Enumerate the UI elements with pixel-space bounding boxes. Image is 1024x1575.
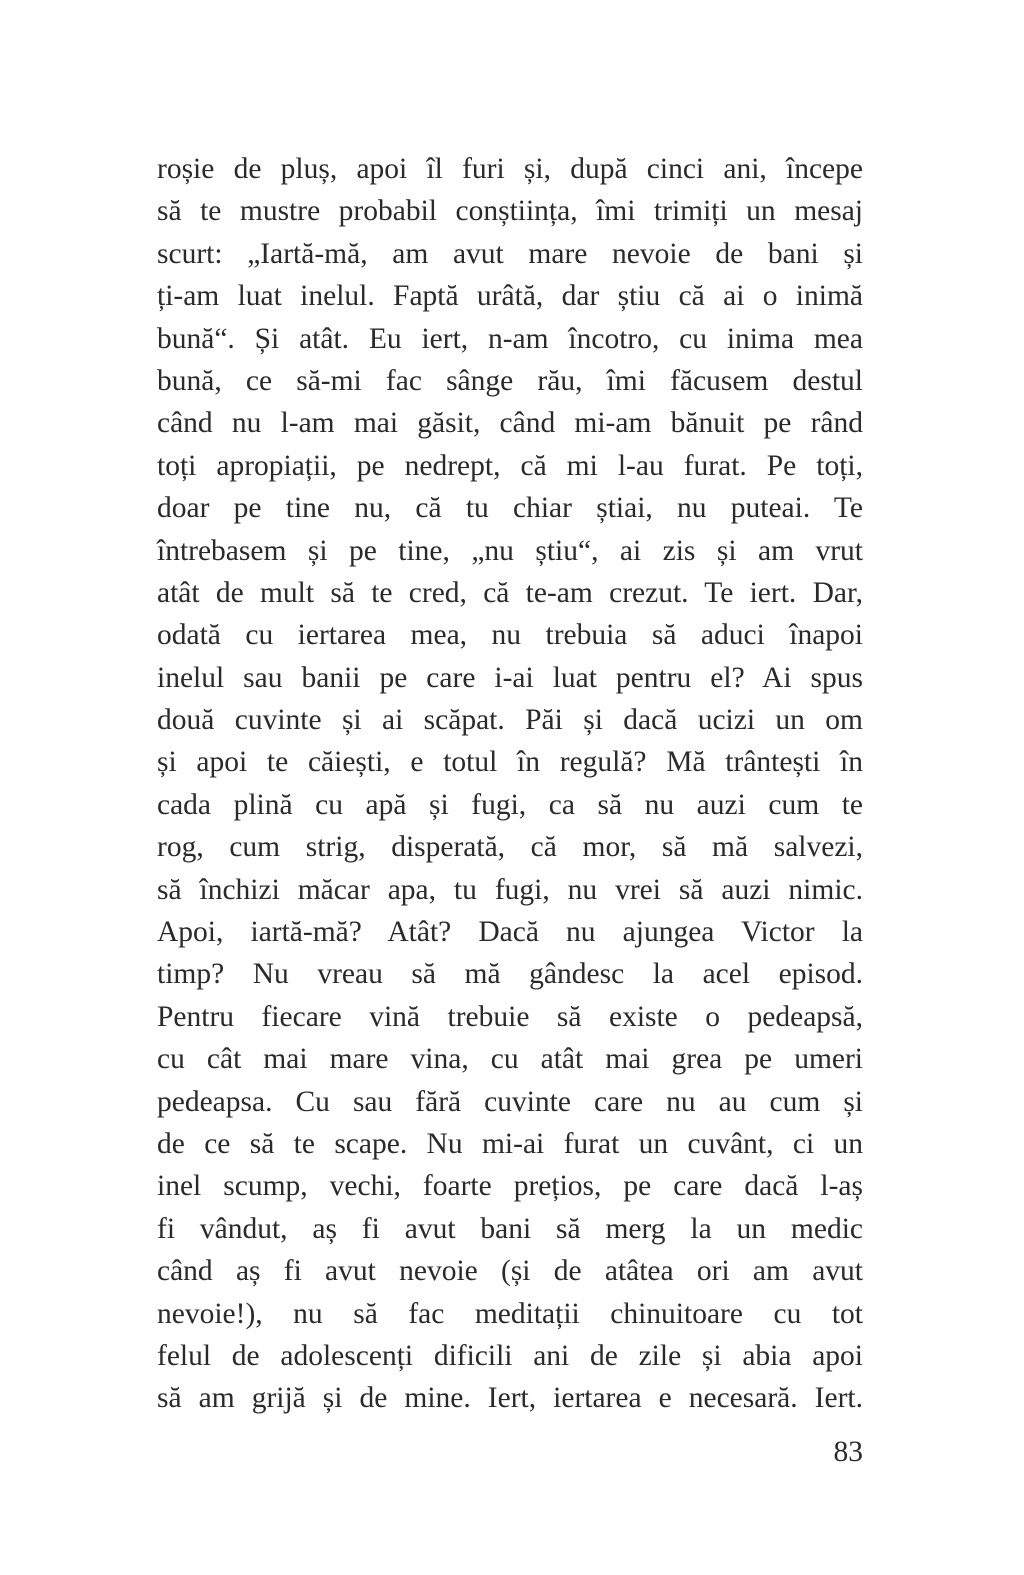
text-line-3: scurt: „Iartă-mă, am avut mare nevoie de bani și — [157, 237, 863, 270]
text-line-25: inel scump, vechi, foarte prețios, pe care dacă l-aș — [157, 1170, 863, 1203]
text-line-1: roșie de pluș, apoi îl furi și, după cinci ani, începe — [157, 153, 863, 185]
text-line-11: atât de mult să te cred, că te-am crezut. Te iert. Dar, — [157, 576, 863, 609]
text-line-27: când aș fi avut nevoie (și de atâtea ori am avut — [157, 1255, 863, 1288]
page-number: 83 — [833, 1436, 863, 1468]
text-line-6: bună, ce să-mi fac sânge rău, îmi făcusem destul — [157, 364, 863, 397]
text-line-5: bună“. Și atât. Eu iert, n-am încotro, cu inima mea — [157, 322, 863, 355]
text-line-8: toți apropiații, pe nedrept, că mi l-au furat. Pe toți, — [157, 449, 863, 482]
text-line-28: nevoie!), nu să fac meditații chinuitoare cu tot — [157, 1297, 863, 1330]
text-line-10: întrebasem și pe tine, „nu știu“, ai zis și am vrut — [157, 534, 863, 567]
text-line-9: doar pe tine nu, că tu chiar știai, nu puteai. Te — [157, 492, 863, 525]
text-line-12: odată cu iertarea mea, nu trebuia să aduci înapoi — [157, 619, 863, 652]
text-line-23: pedeapsa. Cu sau fără cuvinte care nu au cum și — [157, 1085, 863, 1118]
text-line-18: să închizi măcar apa, tu fugi, nu vrei să auzi nimic. — [157, 873, 863, 906]
text-line-16: cada plină cu apă și fugi, ca să nu auzi cum te — [157, 788, 863, 821]
text-line-15: și apoi te căiești, e totul în regulă? Mă trântești în — [157, 746, 863, 779]
text-line-19: Apoi, iartă-mă? Atât? Dacă nu ajungea Victor la — [157, 916, 863, 949]
text-line-14: două cuvinte și ai scăpat. Păi și dacă ucizi un om — [157, 704, 863, 737]
text-line-24: de ce să te scape. Nu mi-ai furat un cuvânt, ci un — [157, 1127, 863, 1160]
text-line-29: felul de adolescenți dificili ani de zile și abia apoi — [157, 1339, 863, 1372]
text-line-7: când nu l-am mai găsit, când mi-am bănuit pe rând — [157, 407, 863, 440]
text-line-13: inelul sau banii pe care i-ai luat pentru el? Ai spus — [157, 661, 863, 694]
text-line-17: rog, cum strig, disperată, că mor, să mă salvezi, — [157, 831, 863, 864]
text-line-20: timp? Nu vreau să mă gândesc la acel episod. — [157, 958, 863, 991]
text-line-4: ți-am luat inelul. Faptă urâtă, dar știu că ai o inimă — [157, 280, 863, 313]
body-text — [157, 148, 863, 1420]
text-line-30: să am grijă și de mine. Iert, iertarea e necesară. Iert. — [157, 1382, 863, 1415]
text-line-26: fi vândut, aș fi avut bani să merg la un medic — [157, 1212, 863, 1245]
text-line-21: Pentru fiecare vină trebuie să existe o pedeapsă, — [157, 1000, 863, 1033]
text-line-22: cu cât mai mare vina, cu atât mai grea pe umeri — [157, 1043, 863, 1076]
text-line-2: să te mustre probabil conștiința, îmi trimiți un mesaj — [157, 195, 863, 228]
